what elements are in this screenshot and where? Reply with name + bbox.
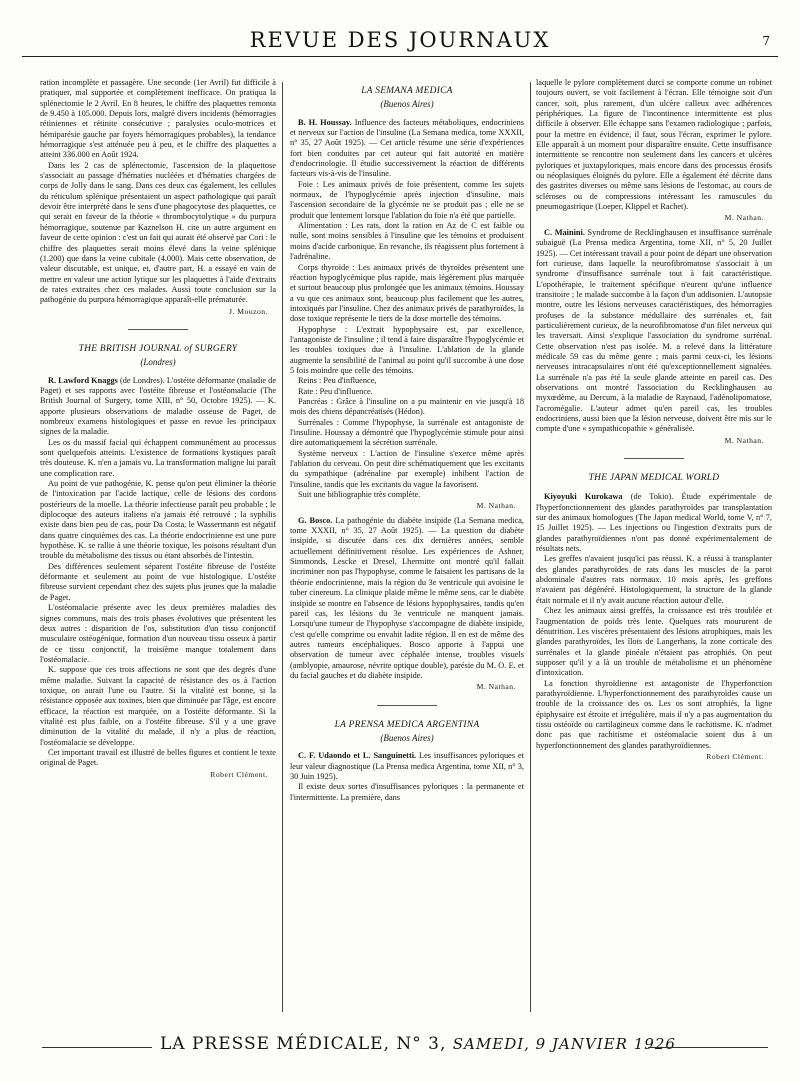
paragraph: Pancréas : Grâce à l'insuline on a pu maintenir en vie jusqu'à 18 mois des chiens dépancréatisés (Hédon).: [290, 396, 524, 417]
section-heading: THE JAPAN MEDICAL WORLD: [588, 473, 720, 484]
footer-journal: LA PRESSE MÉDICALE, N° 3,: [160, 1034, 447, 1054]
paragraph: ration incomplète et passagère. Une seconde (1er Avril) fut difficile à pratiquer, mal supportée et complètement inefficace. On pratiqua la splénectomie le 2 Avril. En 8 heures, le chiffre des plaquettes remonta de 9.450 à 105.000. Depuis lors, malgré divers incidents (hémorragies rétiniennes et rétinite consécutive ; paralysies oculo-motrices et hémiparésie gauche par foyers hémorragiques probables), la tendance hémorragique s'est atténuée peu à peu, et le chiffre des plaquettes a atteint 336.000 en Août 1924.: [40, 78, 276, 160]
section-city: (Buenos Aires): [380, 99, 434, 110]
footer-ornament-right: [648, 1047, 768, 1048]
signature: Robert Clément.: [706, 751, 764, 761]
paragraph: Dans les 2 cas de splénectomie, l'ascension de la plaquettose s'associait au passage d'hématies nucléées et d'hématies chargées de corps de Jolly dans le sang. Dans ces deux cas également, les cellules du réticulum splénique présentaient un aspect pathologique qui paraît devoir être interprété dans le sens d'une phagocytose des plaquettes, ce qui serait en faveur de la théorie « thrombocytolytique » du purpura hémorragique, soutenue par Kaznelson H. cite un autre argument en faveur de cette opinion : c'est un fait qui aurait été observé par Cori : le chiffre des plaquettes serait moins élevé dans la veine splénique (1.200) que dans la veine cubitale (4.000). Mais cette observation, de valeur discutable, est unique, et, d'autre part, H. a essayé en vain de mettre en valeur une action lytique sur les plaquettes à l'aide d'extraits de rates extraites chez ces malades. Aussi toute conclusion sur la pathogénie du purpura hémorragique apparaît-elle prématurée.: [40, 160, 276, 305]
running-title: REVUE DES JOURNAUX: [249, 28, 551, 52]
paragraph: Cet important travail est illustré de belles figures et contient le texte original de Paget.: [40, 747, 276, 768]
signature: Robert Clément.: [210, 769, 268, 779]
signature: M. Nathan.: [724, 435, 764, 445]
column-left: [40, 78, 276, 1036]
abstract-author: Kiyoyuki Kurokawa: [544, 492, 623, 502]
abstract-paragraph: [290, 751, 524, 782]
abstract-paragraph: [536, 228, 772, 435]
signature: M. Nathan.: [724, 213, 764, 223]
abstract-author: G. Bosco.: [298, 515, 333, 525]
section-divider: [624, 458, 684, 459]
paragraph: Il existe deux sortes d'insuffisances pyloriques : la permanente et l'intermittente. La première, dans: [290, 782, 524, 802]
abstract-reference: Syndrome de Recklinghausen et insuffisance surrénale subaiguë (La Prensa medica Argentina, tome XII, n° 5, 20 Juillet 1925). — Cet intéressant travail a pour point de départ une observation fort curieuse, dans laquelle la neurofibromatose s'associait à un syndrome d'insuffisance surrénale tout à fait caractéristique. L'opothérapie, le traitement spécifique n'eurent qu'une influence transitoire ; le malade succombe à la façon d'un addisonien. L'autopsie montre, outre les lésions nerveuses caractéristiques, des hémorragies profuses de la substance médullaire des surrénales et, fait particulièrement curieux, de la neurofibromatose d'un filet nerveux qui les traversait. Ainsi s'explique l'association du syndrome surrénal. Cette observation n'est pas isolée. M. a relevé dans la littérature médicale 59 cas du même genre ; mais parmi ceux-ci, les lésions nerveuses intracapsulaires n'ont été qu'exceptionnellement signalées. La surrénale n'a pas été la seule glande atteinte en pareil cas. Des observations ont montré l'association du Recklinghausen au myxœdème, au Dercum, à la maladie de Raynaud, l'adénolipomatose, l'acromégalie. L'auteur admet qu'en pareil cas, les troubles endocriniens, aussi bien que la lésion nerveuse, doivent être mis sur le compte d'une « sympathicopathie » généralisée.: [536, 227, 772, 434]
abstract-author: C. F. Udaondo et L. Sanguinetti.: [298, 751, 417, 761]
abstract-paragraph: [40, 376, 276, 438]
paragraph: Hypophyse : L'extrait hypophysaire est, par excellence, l'antagoniste de l'insuline ; il tend à faire disparaître l'hypoglycémie et les troubles toxiques due à l'insuline. L'ablation de la glande augmente la sensibilité de l'animal au point qu'il succombe à une dose 5 fois moindre que celle des témoins.: [290, 324, 524, 375]
footer-ornament-left: [42, 1047, 152, 1048]
paragraph: Au point de vue pathogénie, K. pense qu'on peut éliminer la théorie de l'intoxication par l'acide lactique, celle de lésions des cordons postérieurs de la moelle. La théorie infectieuse paraît peu probable ; le diplocoque des auteurs italiens n'a jamais été retrouvé ; la syphilis existe dans bien peu de cas, pour Da Costa, le Wassermann est négatif dans quatre cinquièmes des cas. La théorie endocrinienne est une pure hypothèse. K. se rallie à une théorie toxique, les poisons résultant d'un trouble du métabolisme des tissus ou étant absorbés de l'intestin.: [40, 479, 276, 561]
paragraph: Des différences seulement séparent l'ostéite fibreuse de l'ostéite déformante et seulement au point de vue histologique. L'ostéite fibreuse survient cependant chez des sujets plus jeunes que la maladie de Paget.: [40, 561, 276, 602]
paragraph: laquelle le pylore complètement durci se comporte comme un robinet toujours ouvert, se voit facilement à l'écran. Elle témoigne soit d'un cancer, soit, plus rarement, d'un ulcère calleux avec adhérences périphériques. La figure de l'incontinence intermittente est plus difficile à observer. Elle échappe sans l'examen radiologique ; parfois, pour la mettre en évidence, il faut, sous l'écran, exprimer le pylore. Elle apparaît à un moment pour disparaître ensuite. Cette insuffisance intermittente se rencontre non seulement dans les cancers et ulcères pyloriques et juxtapyloriques, mais encore dans des processus érosifs ou néoplasiques éloignés du pylore. Elle a également été décrite dans des gastrites diverses ou même sans lésions de l'estomac, au cours de scléroses ou de compressions intéressant les ramuscules du pneumogastrique (Loeper, Klippel et Rachet).: [536, 78, 772, 212]
paragraph: Rate : Peu d'influence.: [298, 386, 373, 396]
column-rule-left: [282, 82, 283, 1012]
signature: M. Nathan.: [476, 682, 516, 692]
signature: M. Nathan.: [476, 501, 516, 511]
page-number: 7: [762, 34, 770, 48]
abstract-paragraph: [536, 492, 772, 554]
column-middle: [290, 78, 524, 1036]
section-heading: THE BRITISH JOURNAL of SURGERY: [78, 343, 238, 354]
abstract-author: R. Lawford Knaggs: [48, 375, 118, 385]
footer-line: [160, 1034, 676, 1054]
section-divider: [377, 705, 437, 706]
paragraph: L'ostéomalacie présente avec les deux premières maladies des signes communs, mais des trois phases évolutives que présentent les deux autres : disparition de l'os, substitution d'un tissu conjonctif musculaire ostéogénique, formation d'un nouveau tissu osseux à partir de ce tissu conjonctif, la troisième manque totalement dans l'ostéomalacie.: [40, 603, 276, 664]
paragraph: Chez les animaux ainsi greffés, la croissance est très troublée et l'augmentation de poids très lente. Quelques rats moururent de dénutrition. Les viscères présentaient des lésions atrophiques, mais les glandes parathyroïdes, les îlots de Langerhans, la zone corticale des surrénales et la glande pinéale n'étaient pas atrophiés. On peut supposer qu'il y a là un trouble de métabolisme et un phénomène d'intoxication.: [536, 606, 772, 678]
signature: J. Mouzon.: [229, 306, 268, 316]
section-city: (Londres): [140, 357, 176, 368]
abstract-reference: La pathogénie du diabète insipide (La Semana medica, tome XXXII, n° 35, 27 Août 1925). — La question du diabète insipide, si discutée dans ces dix dernières années, semble actuellement définitivement résolue. Les expériences de Ashner, Simmonds, Lescke et Dresel, Lhermitte ont montré qu'il fallait incriminer non pas l'hypophyse, comme le faisaient les partisans de la théorie endocrinienne, mais la région du 3e ventricule qui avoisine le tuber cinereum. La clinique plaide même le même sens, car le diabète insipide se montre en l'absence de lésions hypophysaires, tandis qu'en pareil cas, les lésions du 3e ventricule ne manquent jamais. Lorsqu'une tumeur de l'hypophyse s'accompagne de diabète insipide, c'est qu'elle comprime ou envahit ladite région. Il en est de même des autres tumeurs encéphaliques. Bosco apporte à l'appui une observation de tumeur avec céphalée intense, troubles visuels (amblyopie, amaurose, névrite optique double), parésie du M. O. E. et du facial gauches et du diabète insipide.: [290, 515, 524, 680]
abstract-reference: (de Londres). L'ostéite déformante (maladie de Paget) et ses rapports avec l'ostéite fibreuse et l'ostéomalacie (The British Journal of Surgery, tome XIII, n° 50, Octobre 1925). — K. apporte plusieurs observations de maladie osseuse de Paget, de nombreux examens histologiques et passe en revue les principaux signes de la maladie.: [40, 375, 276, 437]
section-city: (Buenos Aires): [380, 732, 434, 743]
section-heading: LA SEMANA MEDICA: [361, 86, 453, 96]
section-heading: LA PRENSA MEDICA ARGENTINA: [334, 719, 480, 730]
abstract-author: B. H. Houssay.: [298, 117, 352, 127]
abstract-author: C. Mainini.: [544, 227, 585, 237]
paragraph: Reins : Peu d'influence,: [298, 376, 377, 386]
abstract-reference: Les insuffisances pyloriques et leur valeur diagnostique (La Prensa medica Argentina, tome XII, n° 3, 30 Juin 1925).: [290, 751, 524, 781]
paragraph: Corps thyroïde : Les animaux privés de thyroïdes présentent une réaction hypoglycémique plus rapide, mais légèrement plus marquée et surtout beaucoup plus prolongée que les animaux témoins. Houssay a vu que ces animaux sont, beaucoup plus facilement que les autres, intoxiqués par l'insuline. Chez des animaux privés de parathyroïdes, la dose toxique représente le tiers de la dose mortelle des témoins.: [290, 262, 524, 324]
abstract-paragraph: [290, 118, 524, 180]
page-footer: [30, 1034, 770, 1064]
footer-date: SAMEDI, 9 JANVIER 1926: [452, 1035, 676, 1053]
paragraph: La fonction thyroïdienne est antagoniste de l'hyperfonction parathyroïdienne. L'hyperfonctionnement des parathyroïdes cause un trouble de la croissance des os. Les os sont atrophiés, la ligne épiphysaire est étroite et irrégulière, mais il n'y a pas augmentation du tissu ostéoïde ou cartilagineux comme dans le rachitisme. K. n'admet donc pas que rachitisme et ostéomalacie soient dus à un hyperfonctionnement des glandes parathyroïdiennes.: [536, 678, 772, 750]
section-divider: [128, 329, 188, 330]
abstract-reference: Influence des facteurs métaboliques, endocriniens et nerveux sur l'action de l'insuline (La Semana medica, tome XXXII, n° 35, 27 Août 1925). — Cet article résume une série d'expériences fort bien conduites par cet auteur qui fait autorité en matière d'endocrinologie. Il étudie successivement la réaction de différents facteurs vis-à-vis de l'insuline.: [290, 117, 524, 179]
column-rule-right: [530, 82, 531, 1012]
paragraph: Les os du massif facial qui échappent communément au processus sont quelquefois atteints. L'existence de formations kystiques paraît très douteuse. K. n'en a jamais vu. La transformation maligne lui paraît une complication rare.: [40, 437, 276, 478]
abstract-paragraph: [290, 516, 524, 682]
abstract-reference: (de Tokio). Étude expérimentale de l'hyperfonctionnement des glandes parathyroïdes par transplantation sur des animaux homologues (The Japan medical World, tome V, n° 7, 15 Juillet 1925). — Les injections ou l'ingestion d'extraits purs de glandes parathyroïdiennes n'ont pas donné expérimentalement de résultats nets.: [536, 492, 772, 554]
page-header: [22, 22, 778, 57]
paragraph: Surrénales : Comme l'hypophyse, la surrénale est antagoniste de l'insuline. Houssay a démontré que l'hypoglycémie stimule pour ainsi dire automatiquement la sécrétion surrénale.: [290, 417, 524, 448]
paragraph: Alimentation : Les rats, dont la ration en Az de C est faible ou nulle, sont moins sensibles à l'insuline que les témoins et produisent moins d'acide carbonique. En revanche, ils réagissent plus fortement à l'adrénaline.: [290, 221, 524, 262]
paragraph: Suit une bibliographie très complète.: [298, 490, 421, 500]
paragraph: Système nerveux : L'action de l'insuline s'exerce même après l'ablation du cerveau. On peut dire schématiquement que les excitants du sympathique (adrénaline par exemple) inhibent l'action de l'insuline, tandis que les excitants du vague la favorisent.: [290, 448, 524, 489]
paragraph: K. suppose que ces trois affections ne sont que des degrés d'une même maladie. Suivant la capacité de résistance des os à l'action toxique, on aurait l'une ou l'autre. Si la vitalité est bonne, si la résistance opposée aux toxines, bien que diminuée par l'âge, est encore efficace, la réaction est marquée, on a l'ostéite déformante. Si la vitalité est plus faible, on a l'ostéite fibreuse. S'il y a une grave diminution de la vitalité du malade, il n'y a plus de réaction, l'ostéomalacie se développe.: [40, 665, 276, 747]
paragraph: Foie : Les animaux privés de foie présentent, comme les sujets normaux, de l'hypoglycémie après injection d'insuline, mais l'ascension secondaire de la glycémie ne se produit pas ; elle ne se produit que lentement lorsque l'ablation du foie n'a été que partielle.: [290, 179, 524, 220]
paragraph: Les greffes n'avaient jusqu'ici pas réussi. K. a réussi à transplanter des glandes parathyroïdes de rats dans les muscles de la paroi abdominale d'autres rats normaux. 10 mois après, les greffons n'avaient pas dégénéré. Histologiquement, la structure de la glande était normale et il n'y avait aucune réaction autour d'elle.: [536, 554, 772, 605]
column-right: [536, 78, 772, 1036]
